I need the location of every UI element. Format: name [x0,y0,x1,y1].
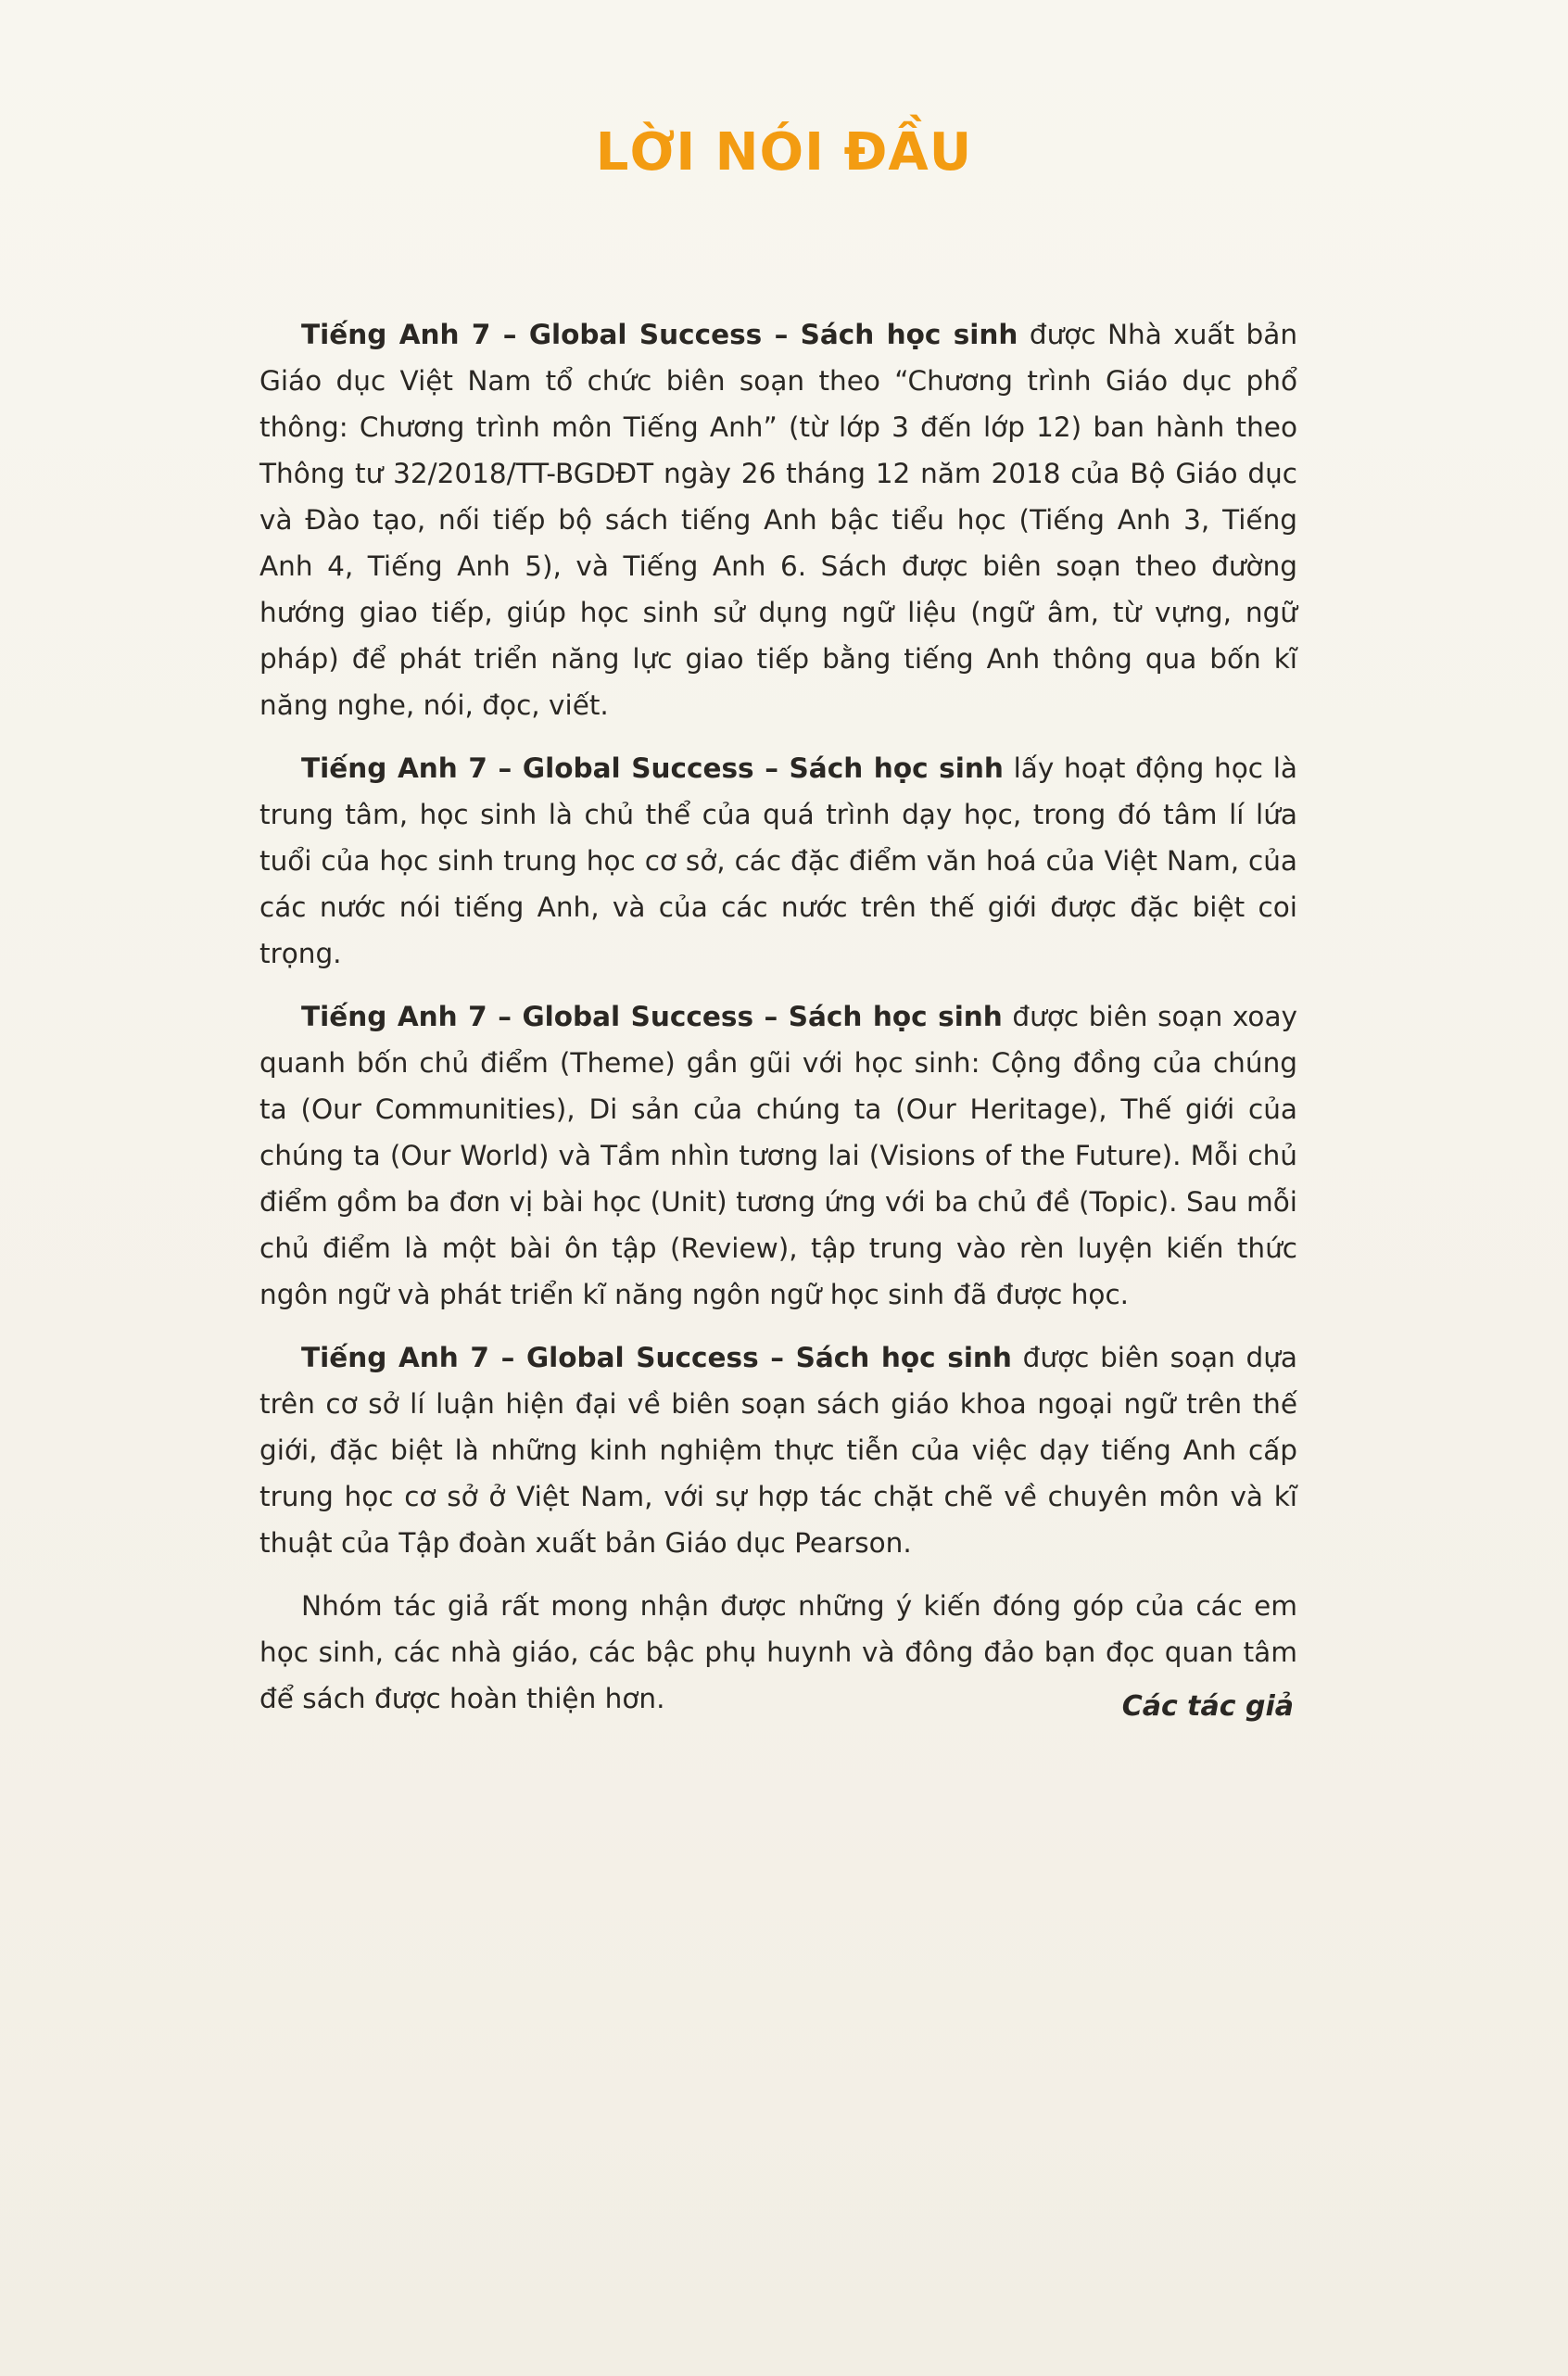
paragraph-2 [259,745,1297,977]
paragraph-lead: Tiếng Anh 7 – Global Success – Sách học sinh [301,319,1018,350]
paragraph-text: được biên soạn xoay quanh bốn chủ điểm (Theme) gần gũi với học sinh: Cộng đồng của chúng ta (Our Communities), Di sản của chúng ta (Our Heritage), Thế giới của chúng ta (Our World) và Tầm nhìn tương lai (Visions of the Future). Mỗi chủ điểm gồm ba đơn vị bài học (Unit) tương ứng với ba chủ đề (Topic). Sau mỗi chủ điểm là một bài ôn tập (Review), tập trung vào rèn luyện kiến thức ngôn ngữ và phát triển kĩ năng ngôn ngữ học sinh đã được học. [259,1001,1298,1310]
paragraph-3 [259,993,1297,1318]
paragraph-4 [259,1334,1297,1566]
paragraph-1 [259,311,1297,728]
paragraph-lead: Tiếng Anh 7 – Global Success – Sách học sinh [301,752,1004,784]
paragraph-text: Nhóm tác giả rất mong nhận được những ý kiến đóng góp của các em học sinh, các nhà giáo, các bậc phụ huynh và đông đảo bạn đọc quan tâm để sách được hoàn thiện hơn. [259,1590,1297,1714]
paragraph-text: lấy hoạt động học là trung tâm, học sinh là chủ thể của quá trình dạy học, trong đó tâm lí lứa tuổi của học sinh trung học cơ sở, các đặc điểm văn hoá của Việt Nam, của các nước nói tiếng Anh, và của các nước trên thế giới được đặc biệt coi trọng. [259,752,1297,969]
paragraph-lead: Tiếng Anh 7 – Global Success – Sách học sinh [301,1001,1003,1032]
signature: Các tác giả [1121,1690,1294,1723]
paragraph-text: được biên soạn dựa trên cơ sở lí luận hiện đại về biên soạn sách giáo khoa ngoại ngữ trên thế giới, đặc biệt là những kinh nghiệm thực tiễn của việc dạy tiếng Anh cấp trung học cơ sở ở Việt Nam, với sự hợp tác chặt chẽ về chuyên môn và kĩ thuật của Tập đoàn xuất bản Giáo dục Pearson. [259,1342,1297,1559]
paragraph-text: được Nhà xuất bản Giáo dục Việt Nam tổ chức biên soạn theo “Chương trình Giáo dục phổ thông: Chương trình môn Tiếng Anh” (từ lớp 3 đến lớp 12) ban hành theo Thông tư 32/2018/TT-BGDĐT ngày 26 tháng 12 năm 2018 của Bộ Giáo dục và Đào tạo, nối tiếp bộ sách tiếng Anh bậc tiểu học (Tiếng Anh 3, Tiếng Anh 4, Tiếng Anh 5), và Tiếng Anh 6. Sách được biên soạn theo đường hướng giao tiếp, giúp học sinh sử dụng ngữ liệu (ngữ âm, từ vựng, ngữ pháp) để phát triển năng lực giao tiếp bằng tiếng Anh thông qua bốn kĩ năng nghe, nói, đọc, viết. [259,319,1298,721]
preface-body [259,311,1297,1738]
page-title: LỜI NÓI ĐẦU [595,122,973,183]
paragraph-lead: Tiếng Anh 7 – Global Success – Sách học sinh [301,1342,1012,1373]
